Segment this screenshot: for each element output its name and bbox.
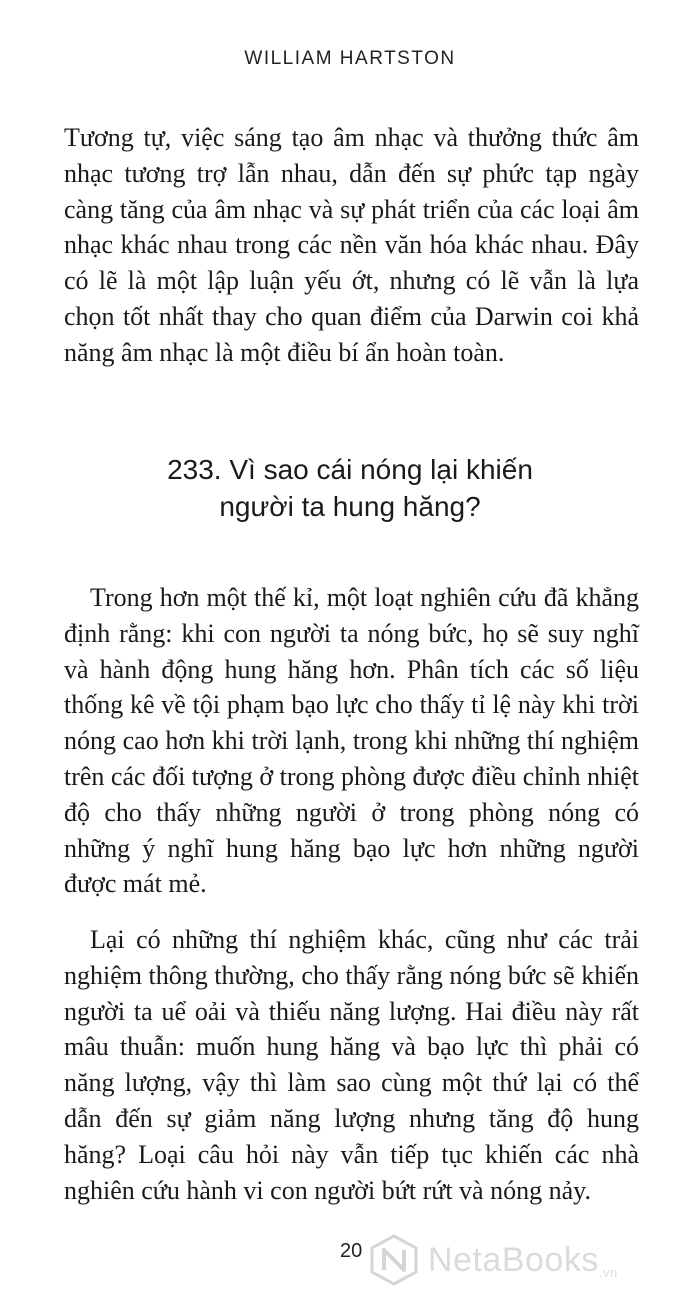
watermark-text: NetaBooks.vn: [428, 1240, 618, 1280]
running-head: WILLIAM HARTSTON: [244, 48, 456, 69]
section-heading: [0, 451, 700, 525]
paragraph-1: Tương tự, việc sáng tạo âm nhạc và thưởng thức âm nhạc tương trợ lẫn nhau, dẫn đến sự phức tạp ngày càng tăng của âm nhạc và sự phát triển của các loại âm nhạc khác nhau trong các nền văn hóa khác nhau. Đây có lẽ là một lập luận yếu ớt, nhưng có lẽ vẫn là lựa chọn tốt nhất thay cho quan điểm của Darwin coi khả năng âm nhạc là một điều bí ẩn hoàn toàn.: [64, 123, 639, 367]
page-number: 20: [340, 1240, 363, 1262]
watermark: [368, 1230, 698, 1290]
section-heading-line-2: người ta hung hăng?: [219, 491, 481, 522]
section-heading-line-1: 233. Vì sao cái nóng lại khiến: [167, 454, 533, 485]
paragraph-3: Lại có những thí nghiệm khác, cũng như các trải nghiệm thông thường, cho thấy rằng nóng bức sẽ khiến người ta uể oải và thiếu năng lượng. Hai điều này rất mâu thuẫn: muốn hung hăng và bạo lực thì phải có năng lượng, vậy thì làm sao cùng một thứ lại có thể dẫn đến sự giảm năng lượng nhưng tăng độ hung hăng? Loại câu hỏi này vẫn tiếp tục khiến các nhà nghiên cứu hành vi con người bứt rứt và nóng nảy.: [64, 925, 639, 1205]
netabooks-logo-icon: [368, 1234, 420, 1286]
watermark-suffix: .vn: [598, 1264, 618, 1280]
paragraph-2: Trong hơn một thế kỉ, một loạt nghiên cứu đã khẳng định rằng: khi con người ta nóng bức, họ sẽ suy nghĩ và hành động hung hăng hơn. Phân tích các số liệu thống kê về tội phạm bạo lực cho thấy tỉ lệ này khi trời nóng cao hơn khi trời lạnh, trong khi những thí nghiệm trên các đối tượng ở trong phòng được điều chỉnh nhiệt độ cho thấy những người ở trong phòng nóng có những ý nghĩ hung hăng bạo lực hơn những người được mát mẻ.: [64, 583, 639, 899]
